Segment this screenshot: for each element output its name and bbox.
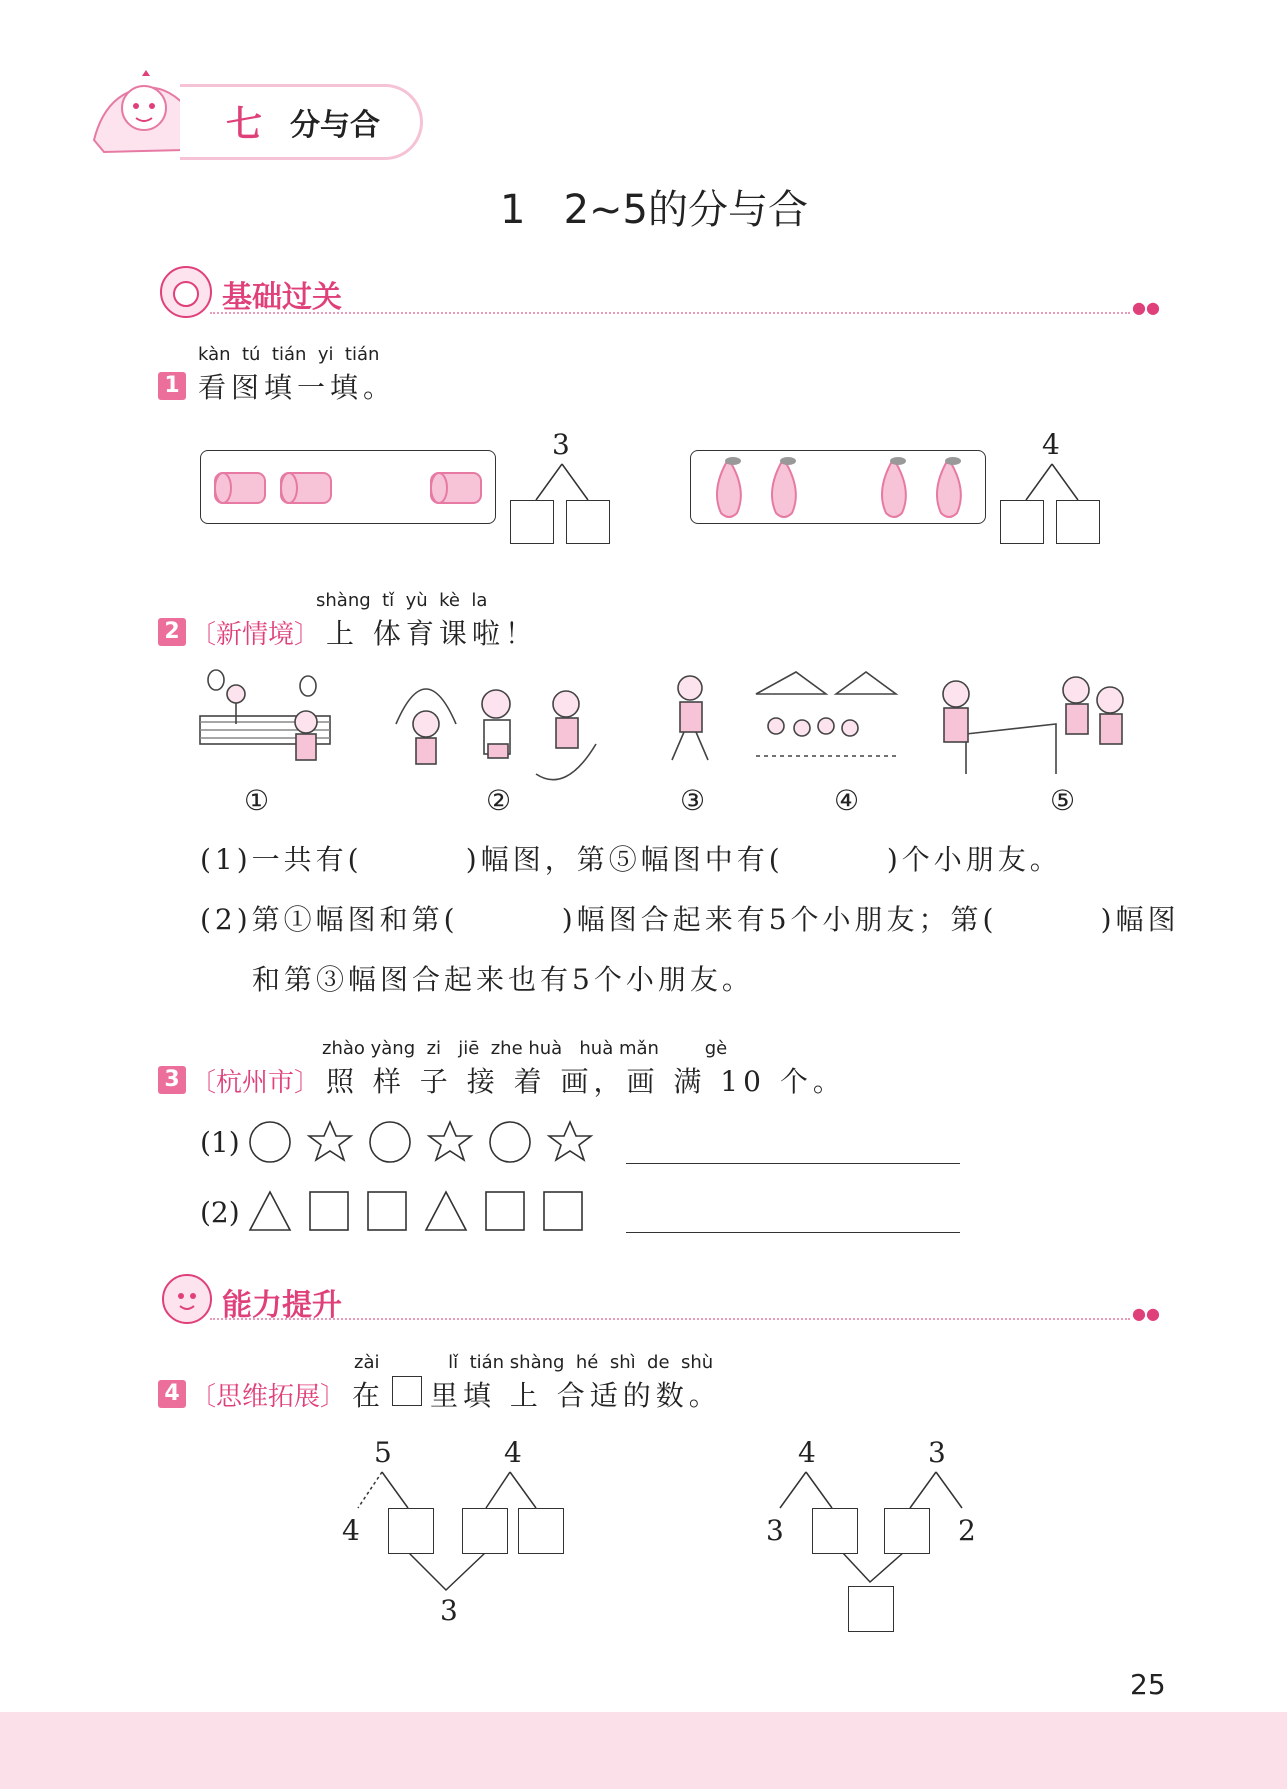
q1-text: 看图填一填。	[198, 371, 397, 404]
picture-label-4: ④	[834, 784, 860, 817]
section-divider	[210, 312, 1130, 314]
section-divider-2	[210, 1318, 1130, 1320]
q4-left-box-2[interactable]	[462, 1508, 508, 1554]
section-basic-icon	[158, 264, 214, 320]
q2-tag: 〔新情境〕	[190, 620, 321, 650]
q4-text-b: 里填 上 合适的数。	[430, 1379, 722, 1412]
divider-dots-icon: ●●	[1132, 298, 1160, 317]
q1a-total: 3	[552, 428, 570, 461]
q1b-answer-box-1[interactable]	[1000, 500, 1044, 544]
q3-number: 3	[158, 1066, 186, 1094]
q3-text: 照 样 子 接 着 画，画 满 10 个。	[326, 1065, 846, 1098]
q4-right-side1: 3	[766, 1514, 784, 1547]
q1b-answer-box-2[interactable]	[1056, 500, 1100, 544]
q3-row1-answer-line[interactable]	[626, 1163, 960, 1164]
q2-line-2: (2)第①幅图和第( )幅图合起来有5个小朋友；第( )幅图	[200, 903, 1180, 936]
q4-inline-box	[392, 1376, 422, 1406]
q2-pinyin: shàng tǐ yù kè la	[316, 590, 488, 611]
section-advanced-icon	[160, 1272, 214, 1326]
q1b-branch	[1018, 462, 1088, 504]
section-basic-title: 基础过关	[222, 280, 342, 315]
section-advanced-title: 能力提升	[222, 1288, 342, 1323]
q1b-total: 4	[1042, 428, 1060, 461]
q1a-answer-box-1[interactable]	[510, 500, 554, 544]
q2-text: 上 体育课啦！	[326, 617, 538, 650]
q4-right-side2: 2	[958, 1514, 976, 1547]
q3-tag: 〔杭州市〕	[190, 1068, 321, 1098]
q4-left-top2: 4	[504, 1436, 522, 1469]
q3-row1-label: (1)	[200, 1126, 240, 1159]
footer-band	[0, 1712, 1287, 1789]
q1a-answer-box-2[interactable]	[566, 500, 610, 544]
q3-row1-pattern	[246, 1118, 596, 1168]
q2-line-1: (1)一共有( )幅图，第⑤幅图中有( )个小朋友。	[200, 843, 1062, 876]
q2-line-3: 和第③幅图合起来也有5个小朋友。	[252, 963, 754, 996]
q4-right-top2: 3	[928, 1436, 946, 1469]
q3-pinyin: zhào yàng zi jiē zhe huà huà mǎn gè	[322, 1038, 728, 1059]
q4-left-bottom: 3	[440, 1594, 458, 1627]
q1-picture-b	[690, 450, 986, 524]
q4-text-a: 在	[352, 1379, 386, 1412]
q4-number: 4	[158, 1380, 186, 1408]
q1a-branch	[528, 462, 598, 504]
q1-pinyin: kàn tú tián yi tián	[198, 344, 380, 365]
q4-pinyin: zài lǐ tián shàng hé shì de shù	[354, 1352, 714, 1373]
q4-left-top1: 5	[374, 1436, 392, 1469]
picture-label-3: ③	[680, 784, 706, 817]
q1-picture-a	[200, 450, 496, 524]
q4-right-box-2[interactable]	[884, 1508, 930, 1554]
q4-right-box-3[interactable]	[848, 1586, 894, 1632]
q3-row2-label: (2)	[200, 1196, 240, 1229]
q4-left-box-1[interactable]	[388, 1508, 434, 1554]
divider-dots-icon-2: ●●	[1132, 1304, 1160, 1323]
q3-row2-answer-line[interactable]	[626, 1232, 960, 1233]
picture-label-5: ⑤	[1050, 784, 1076, 817]
lesson-title: 1 2~5的分与合	[500, 187, 809, 233]
q3-row2-pattern	[246, 1186, 596, 1236]
picture-label-2: ②	[486, 784, 512, 817]
q1-number: 1	[158, 372, 186, 400]
picture-label-1: ①	[244, 784, 270, 817]
q4-tag: 〔思维拓展〕	[190, 1382, 347, 1412]
q4-right-top1: 4	[798, 1436, 816, 1469]
page-number: 25	[1130, 1668, 1166, 1701]
q4-left-box-3[interactable]	[518, 1508, 564, 1554]
sports-pictures	[196, 664, 1156, 784]
chapter-number: 七	[226, 104, 263, 145]
chapter-title: 分与合	[290, 108, 380, 143]
q2-number: 2	[158, 618, 186, 646]
q4-left-side: 4	[342, 1514, 360, 1547]
q4-right-box-1[interactable]	[812, 1508, 858, 1554]
q4-right-lines	[760, 1468, 1000, 1598]
